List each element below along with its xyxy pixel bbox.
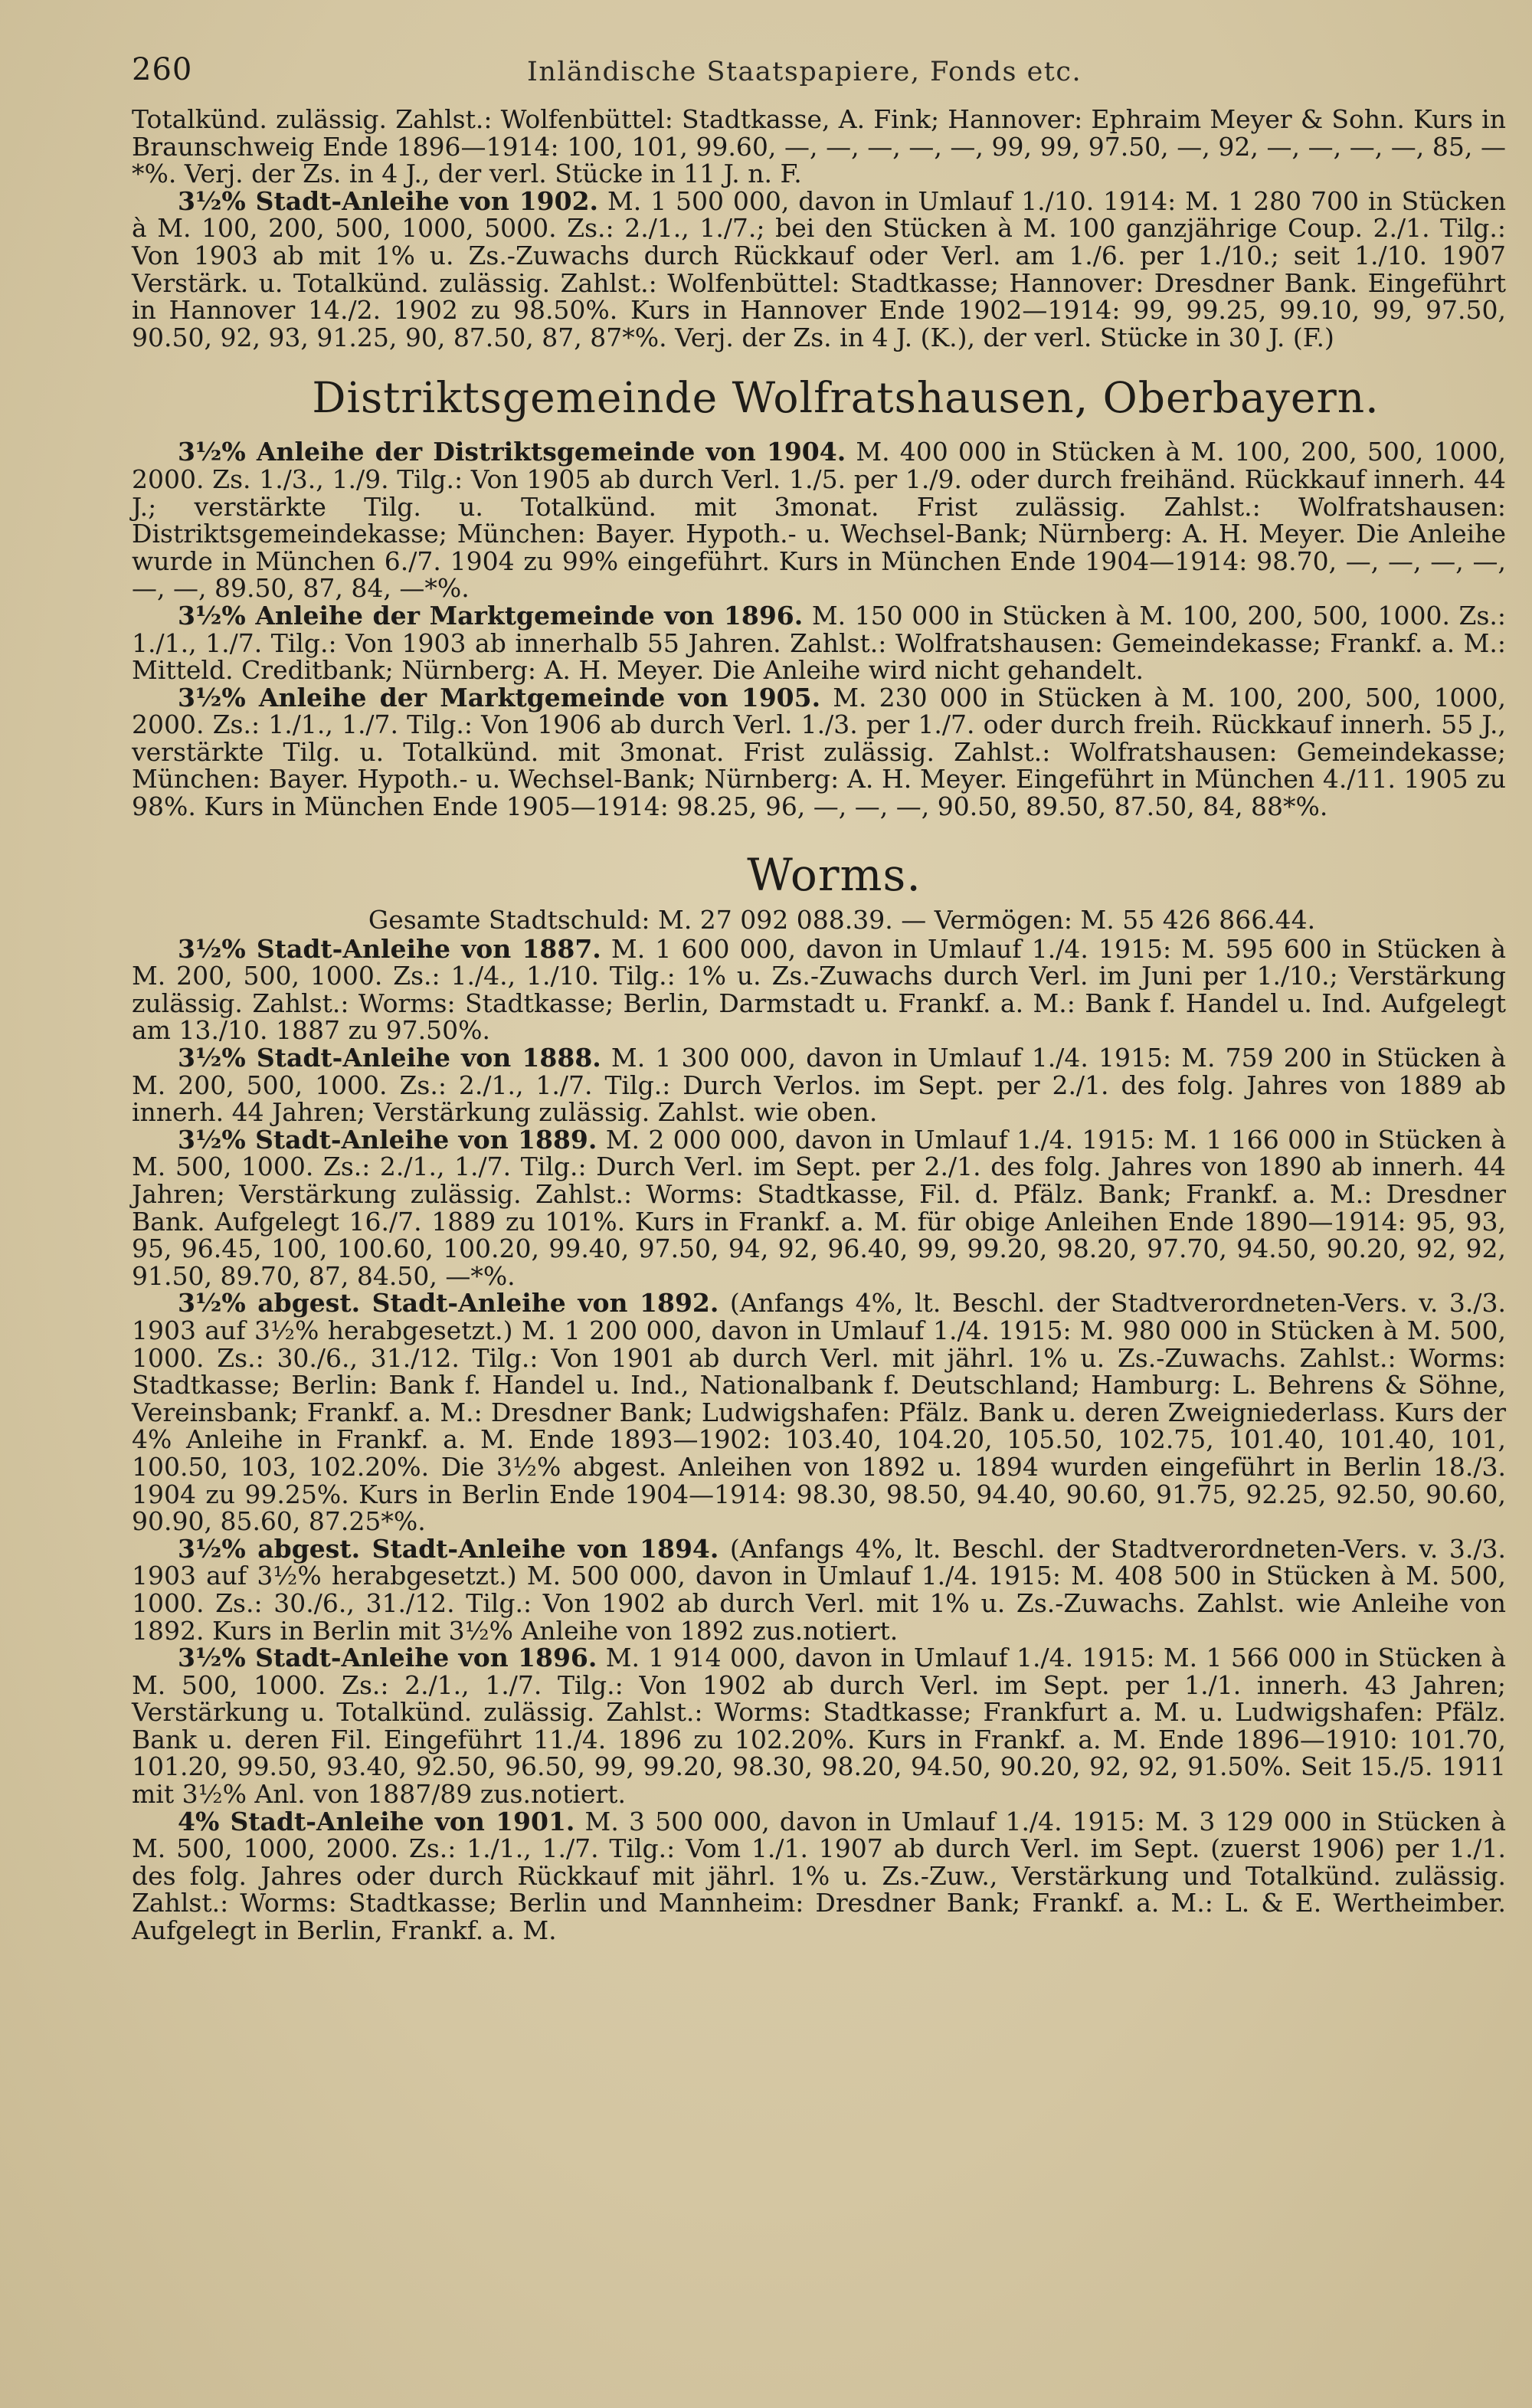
entry-worms-1896 (132, 1644, 1506, 1808)
entry-markt-1896 (132, 602, 1506, 684)
entry-worms-1892 (132, 1289, 1506, 1535)
entry-text: M. 1 300 000, davon in Umlauf 1./4. 1915: M. 759 200 in Stücken à M. 200, 500, 1000. Zs.: 2./1., 1./7. Tilg.: Durch Verlos. im Sept. per 2./1. des folg. Jahres von 1889 ab innerh. 44 Jahren; Verstärkung zulässig. Zahlst. wie oben. (132, 1043, 1507, 1128)
entry-text: M. 1 914 000, davon in Umlauf 1./4. 1915: M. 1 566 000 in Stücken à M. 500, 1000. Zs.: 2./1., 1./7. Tilg.: Von 1902 ab durch Verl. im Sept. per 1./1. innerh. 43 Jahren; Verstärkung u. Totalkünd. zulässig. Zahlst.: Worms: Stadtkasse; Frankfurt a. M. u. Ludwigshafen: Pfälz. Bank u. deren Fil. Eingeführt 11./4. 1896 zu 102.20%. Kurs in Frankf. a. M. Ende 1896—1910: 101.70, 101.20, 99.50, 93.40, 92.50, 96.50, 99, 99.20, 98.30, 98.20, 94.50, 90.20, 92, 92, 91.50%. Seit 15./5. 1911 mit 3½% Anl. von 1887/89 zus.notiert. (132, 1643, 1507, 1810)
entry-worms-1889 (132, 1126, 1506, 1290)
section-heading-worms: Worms. (747, 848, 921, 901)
entry-worms-1894 (132, 1535, 1506, 1644)
entry-lead: 3½% Anleihe der Marktgemeinde von 1896. (178, 600, 804, 631)
entry-lead: 3½% Stadt-Anleihe von 1889. (178, 1124, 597, 1155)
running-title: Inländische Staatspapiere, Fonds etc. (527, 57, 1082, 87)
entry-markt-1905 (132, 684, 1506, 821)
entry-text: M. 230 000 in Stücken à M. 100, 200, 500, 1000, 2000. Zs.: 1./1., 1./7. Tilg.: Von 1906 ab durch Verl. 1./3. per 1./7. oder durch freih. Rückkauf innerh. 55 J., verstärkte Tilg. u. Totalkünd. mit 3monat. Frist zulässig. Zahlst.: Wolfratshausen: Gemeindekasse; München: Bayer. Hypoth.- u. Wechsel-Bank; Nürnberg: A. H. Meyer. Eingeführt in München 4./11. 1905 zu 98%. Kurs in München Ende 1905—1914: 98.25, 96, —, —, —, 90.50, 89.50, 87.50, 84, 88*%. (132, 682, 1506, 822)
entry-text: M. 3 500 000, davon in Umlauf 1./4. 1915: M. 3 129 000 in Stücken à M. 500, 1000, 2000. Zs.: 1./1., 1./7. Tilg.: Vom 1./1. 1907 ab durch Verl. im Sept. (zuerst 1906) per 1./1. des folg. Jahres oder durch Rückkauf mit jährl. 1% u. Zs.-Zuw., Verstärkung und Totalkünd. zulässig. Zahlst.: Worms: Stadtkasse; Berlin und Mannheim: Dresdner Bank; Frankf. a. M.: L. & E. Wertheimber. Aufgelegt in Berlin, Frankf. a. M. (132, 1806, 1507, 1946)
entry-worms-1901 (132, 1808, 1506, 1944)
entry-continuation (132, 106, 1506, 188)
entry-text: M. 2 000 000, davon in Umlauf 1./4. 1915: M. 1 166 000 in Stücken à M. 500, 1000. Zs.: 2./1., 1./7. Tilg.: Durch Verl. im Sept. per 2./1. des folg. Jahres von 1890 ab innerh. 44 Jahren; Verstärkung zulässig. Zahlst.: Worms: Stadtkasse, Fil. d. Pfälz. Bank; Frankf. a. M.: Dresdner Bank. Aufgelegt 16./7. 1889 zu 101%. Kurs in Frankf. a. M. für obige Anleihen Ende 1890—1914: 95, 93, 95, 96.45, 100, 100.60, 100.20, 99.40, 97.50, 94, 92, 96.40, 99, 99.20, 98.20, 97.70, 94.50, 90.20, 92, 92, 91.50, 89.70, 87, 84.50, —*%. (132, 1124, 1507, 1291)
entry-stadt-anleihe-1902 (132, 185, 1506, 352)
entry-worms-1887 (132, 935, 1506, 1044)
entry-lead: 3½% abgest. Stadt-Anleihe von 1894. (178, 1533, 719, 1564)
entry-lead: 3½% Anleihe der Distriktsgemeinde von 1904. (178, 437, 846, 467)
entry-text: M. 1 600 000, davon in Umlauf 1./4. 1915: M. 595 600 in Stücken à M. 200, 500, 1000. Zs.: 1./4., 1./10. Tilg.: 1% u. Zs.-Zuwachs durch Verl. im Juni per 1./10.; Verstärkung zulässig. Zahlst.: Worms: Stadtkasse; Berlin, Darmstadt u. Frankf. a. M.: Bank f. Handel u. Ind. Aufgelegt am 13./10. 1887 zu 97.50%. (132, 933, 1507, 1046)
entry-text: M. 1 500 000, davon in Umlauf 1./10. 1914: M. 1 280 700 in Stücken à M. 100, 200, 500, 1000, 5000. Zs.: 2./1., 1./7.; bei den Stücken à M. 100 ganzjährige Coup. 2./1. Tilg.: Von 1903 ab mit 1% u. Zs.-Zuwachs durch Rückkauf oder Verl. am 1./6. per 1./10.; seit 1./10. 1907 Verstärk. u. Totalkünd. zulässig. Zahlst.: Wolfenbüttel: Stadtkasse; Hannover: Dresdner Bank. Eingeführt in Hannover 14./2. 1902 zu 98.50%. Kurs in Hannover Ende 1902—1914: 99, 99.25, 99.10, 99, 97.50, 90.50, 92, 93, 91.25, 90, 87.50, 87, 87*%. Verj. der Zs. in 4 J. (K.), der verl. Stücke in 30 J. (F.) (132, 185, 1506, 352)
entry-text: Totalkünd. zulässig. Zahlst.: Wolfenbüttel: Stadtkasse, A. Fink; Hannover: Ephraim Meyer & Sohn. Kurs in Braunschweig Ende 1896—1914: 100, 101, 99.60, —, —, —, —, —, 99, 99, 97.50, —, 92, —, —, —, —, 85, —*%. Verj. der Zs. in 4 J., der verl. Stücke in 11 J. n. F. (132, 104, 1506, 189)
entry-worms-1888 (132, 1044, 1506, 1126)
entry-lead: 4% Stadt-Anleihe von 1901. (178, 1806, 575, 1836)
entry-lead: 3½% Stadt-Anleihe von 1887. (178, 933, 601, 964)
worms-debt-summary: Gesamte Stadtschuld: M. 27 092 088.39. — Vermögen: M. 55 426 866.44. (368, 904, 1316, 935)
entry-lead: 3½% Anleihe der Marktgemeinde von 1905. (178, 682, 821, 713)
entry-text: (Anfangs 4%, lt. Beschl. der Stadtverordneten-Vers. v. 3./3. 1903 auf 3½% herabgesetzt.) M. 1 200 000, davon in Umlauf 1./4. 1915: M. 980 000 in Stücken à M. 500, 1000. Zs.: 30./6., 31./12. Tilg.: Von 1901 ab durch Verl. mit jährl. 1% u. Zs.-Zuwachs. Zahlst.: Worms: Stadtkasse; Berlin: Bank f. Handel u. Ind., Nationalbank f. Deutschland; Hamburg: L. Behrens & Söhne, Vereinsbank; Frankf. a. M.: Dresdner Bank; Ludwigshafen: Pfälz. Bank u. deren Zweigniederlass. Kurs der 4% Anleihe in Frankf. a. M. Ende 1893—1902: 103.40, 104.20, 105.50, 102.75, 101.40, 101.40, 101, 100.50, 103, 102.20%. Die 3½% abgest. Anleihen von 1892 u. 1894 wurden eingeführt in Berlin 18./3. 1904 zu 99.25%. Kurs in Berlin Ende 1904—1914: 98.30, 98.50, 94.40, 90.60, 91.75, 92.25, 92.50, 90.60, 90.90, 85.60, 87.25*%. (132, 1288, 1506, 1537)
section-heading-wolfratshausen: Distriktsgemeinde Wolfratshausen, Oberbayern. (312, 373, 1380, 423)
entry-lead: 3½% Stadt-Anleihe von 1888. (178, 1043, 601, 1073)
entry-lead: 3½% Stadt-Anleihe von 1896. (178, 1643, 597, 1673)
entry-text: M. 150 000 in Stücken à M. 100, 200, 500, 1000. Zs.: 1./1., 1./7. Tilg.: Von 1903 ab innerhalb 55 Jahren. Zahlst.: Wolfratshausen: Gemeindekasse; Frankf. a. M.: Mitteld. Creditbank; Nürnberg: A. H. Meyer. Die Anleihe wird nicht gehandelt. (132, 600, 1506, 686)
entry-lead: 3½% Stadt-Anleihe von 1902. (178, 185, 599, 216)
running-head (132, 52, 1506, 106)
entry-text: (Anfangs 4%, lt. Beschl. der Stadtverordneten-Vers. v. 3./3. 1903 auf 3½% herabgesetzt.) M. 500 000, davon in Umlauf 1./4. 1915: M. 408 500 in Stücken à M. 500, 1000. Zs.: 30./6., 31./12. Tilg.: Von 1902 ab durch Verl. mit 1% u. Zs.-Zuwachs. Zahlst. wie Anleihe von 1892. Kurs in Berlin mit 3½% Anleihe von 1892 zus.notiert. (132, 1533, 1506, 1646)
entry-distrikt-1904 (132, 438, 1506, 602)
entry-text: M. 400 000 in Stücken à M. 100, 200, 500, 1000, 2000. Zs. 1./3., 1./9. Tilg.: Von 1905 ab durch Verl. 1./5. per 1./9. oder durch freihänd. Rückkauf innerh. 44 J.; verstärkte Tilg. u. Totalkünd. mit 3monat. Frist zulässig. Zahlst.: Wolfratshausen: Distriktsgemeindekasse; München: Bayer. Hypoth.- u. Wechsel-Bank; Nürnberg: A. H. Meyer. Die Anleihe wurde in München 6./7. 1904 zu 99% eingeführt. Kurs in München Ende 1904—1914: 98.70, —, —, —, —, —, —, 89.50, 87, 84, —*%. (132, 437, 1507, 604)
page-number: 260 (132, 52, 193, 87)
entry-lead: 3½% abgest. Stadt-Anleihe von 1892. (178, 1288, 719, 1319)
